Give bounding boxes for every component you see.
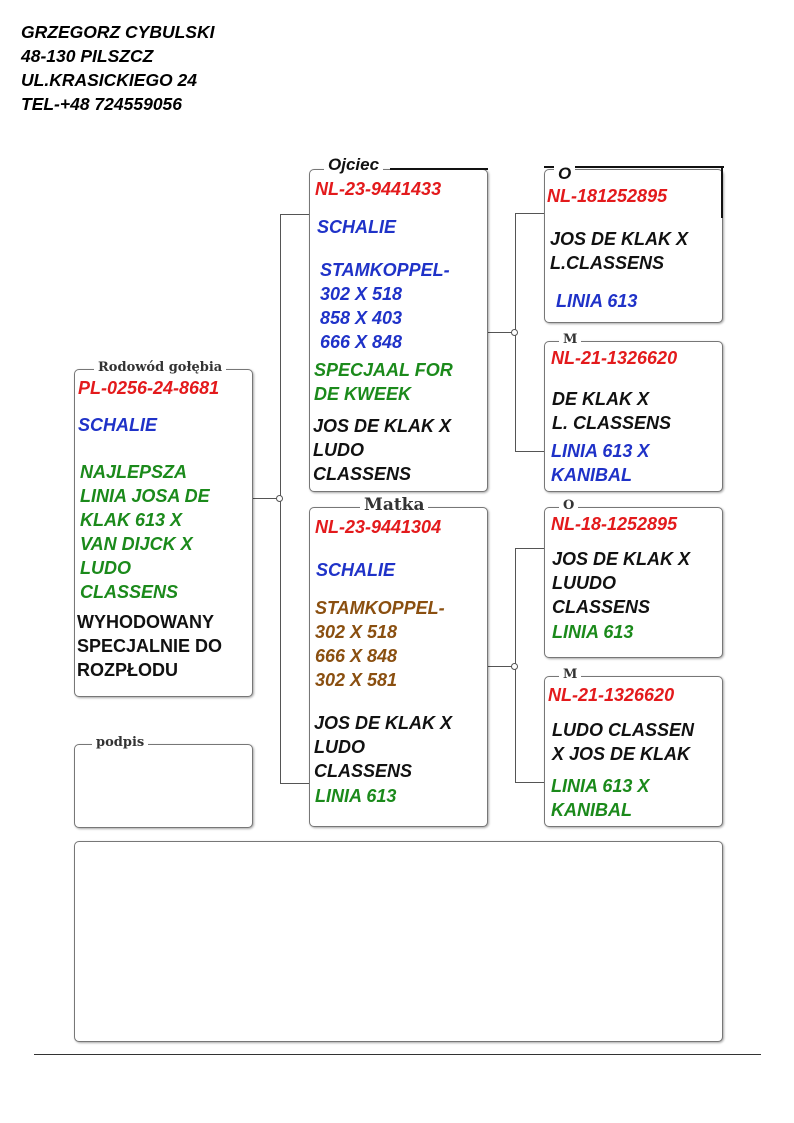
father-ring-number: NL-23-9441433: [315, 179, 442, 199]
connector: [515, 451, 544, 452]
mother-mother-linia: LINIA 613 X KANIBAL: [551, 776, 650, 820]
mother-father-legend: O: [559, 498, 578, 513]
father-father-legend: O: [554, 164, 575, 184]
breeder-name: GRZEGORZ CYBULSKI: [21, 22, 215, 42]
mother-line: JOS DE KLAK X LUDO CLASSENS: [314, 713, 453, 781]
notes-box[interactable]: [74, 841, 723, 1042]
mother-mother-line: LUDO CLASSEN X JOS DE KLAK: [552, 720, 695, 764]
ff-right-rule: [721, 166, 723, 218]
father-father-line: JOS DE KLAK X L.CLASSENS: [550, 229, 689, 273]
mother-mother-legend: M: [559, 667, 581, 682]
footer-divider: [34, 1054, 761, 1055]
father-line: JOS DE KLAK X LUDO CLASSENS: [313, 416, 452, 484]
father-special: SPECJAAL FOR DE KWEEK: [314, 360, 453, 404]
bird-description: NAJLEPSZA LINIA JOSA DE KLAK 613 X VAN DIJCK X LUDO CLASSENS: [80, 462, 210, 602]
breeder-header: [21, 20, 214, 116]
father-mother-legend: M: [559, 332, 581, 347]
bird-ring-number: PL-0256-24-8681: [78, 378, 220, 398]
signature-legend: podpis: [92, 735, 148, 750]
mother-stamkoppel: STAMKOPPEL- 302 X 518 666 X 848 302 X 581: [315, 598, 445, 690]
mother-legend: Matka: [360, 495, 428, 515]
connector: [280, 783, 309, 784]
connector: [515, 213, 544, 214]
breeder-phone: TEL-+48 724559056: [21, 94, 183, 114]
mother-ring-number: NL-23-9441304: [315, 517, 442, 537]
father-mother-line: DE KLAK X L. CLASSENS: [552, 389, 672, 433]
bird-color: SCHALIE: [78, 415, 158, 435]
father-legend-rule: [390, 168, 488, 170]
mother-mother-ring-number: NL-21-1326620: [548, 685, 675, 705]
father-father-ring-number: NL-181252895: [547, 186, 668, 206]
breeder-postal: 48-130 PILSZCZ: [21, 46, 154, 66]
signature-box[interactable]: [74, 744, 253, 828]
bird-note: WYHODOWANY SPECJALNIE DO ROZPŁODU: [77, 612, 223, 680]
bird-legend: Rodowód gołębia: [94, 360, 226, 375]
father-mother-linia: LINIA 613 X KANIBAL: [551, 441, 650, 485]
father-stamkoppel: STAMKOPPEL- 302 X 518 858 X 403 666 X 848: [320, 260, 450, 352]
connector: [515, 548, 544, 549]
mother-color: SCHALIE: [316, 560, 396, 580]
father-legend: Ojciec: [324, 155, 383, 175]
connector-dot: [276, 495, 283, 502]
mother-father-ring-number: NL-18-1252895: [551, 514, 678, 534]
breeder-street: UL.KRASICKIEGO 24: [21, 70, 197, 90]
connector-dot: [511, 329, 518, 336]
mother-father-line: JOS DE KLAK X LUUDO CLASSENS: [552, 549, 691, 617]
mother-father-linia: LINIA 613: [552, 622, 634, 642]
mother-linia: LINIA 613: [315, 786, 397, 806]
connector-dot: [511, 663, 518, 670]
father-father-linia: LINIA 613: [556, 291, 638, 311]
connector: [515, 782, 544, 783]
father-mother-ring-number: NL-21-1326620: [551, 348, 678, 368]
connector: [280, 214, 309, 215]
father-color: SCHALIE: [317, 217, 397, 237]
